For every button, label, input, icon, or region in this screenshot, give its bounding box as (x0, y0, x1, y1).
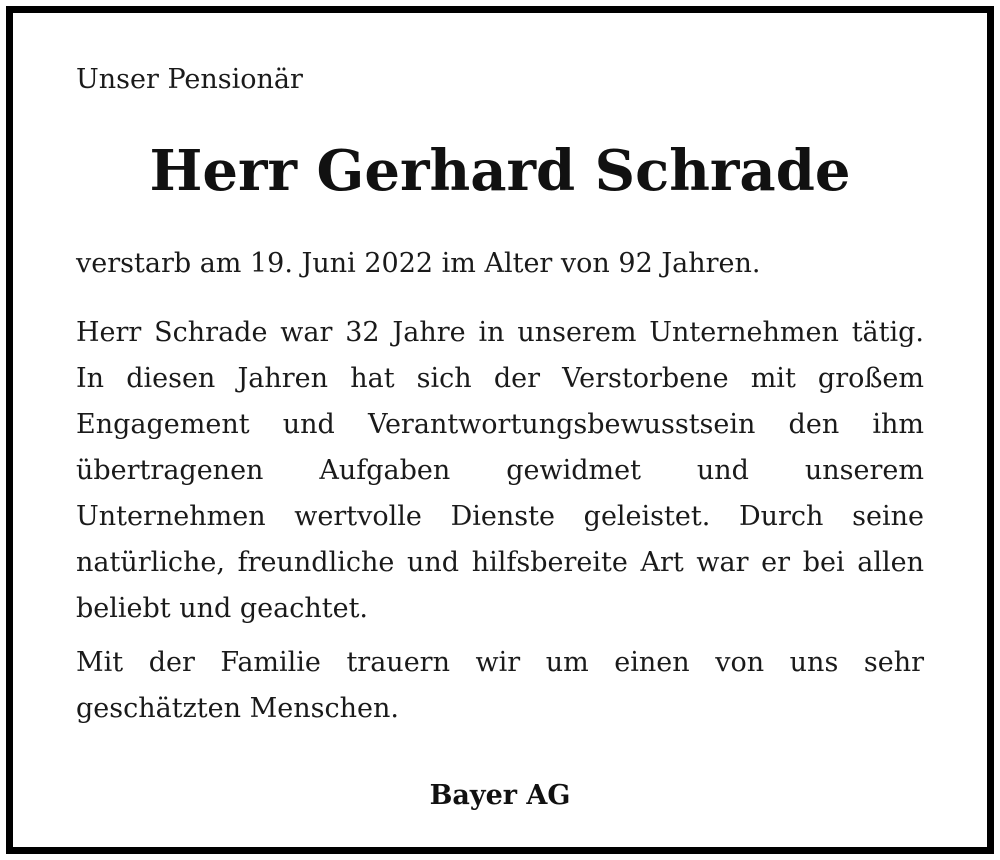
company-signature: Bayer AG (429, 780, 571, 811)
obituary-notice (6, 6, 994, 854)
tribute-paragraph: Herr Schrade war 32 Jahre in unserem Unternehmen tätig. In diesen Jahren hat sich der Verstorbene mit großem Engagement und Verantwortungsbewusstsein den ihm übertragenen Aufgaben gewidmet und unserem Unternehmen wertvolle Dienste geleistet. Durch seine natürliche, freundliche und hilfsbereite Art war er bei allen beliebt und geachtet. (76, 317, 924, 624)
intro-line: Unser Pensionär (76, 64, 303, 95)
deceased-name: Herr Gerhard Schrade (149, 138, 851, 204)
death-line: verstarb am 19. Juni 2022 im Alter von 92 Jahren. (76, 248, 761, 279)
condolence-paragraph: Mit der Familie trauern wir um einen von uns sehr geschätzten Menschen. (76, 647, 924, 724)
